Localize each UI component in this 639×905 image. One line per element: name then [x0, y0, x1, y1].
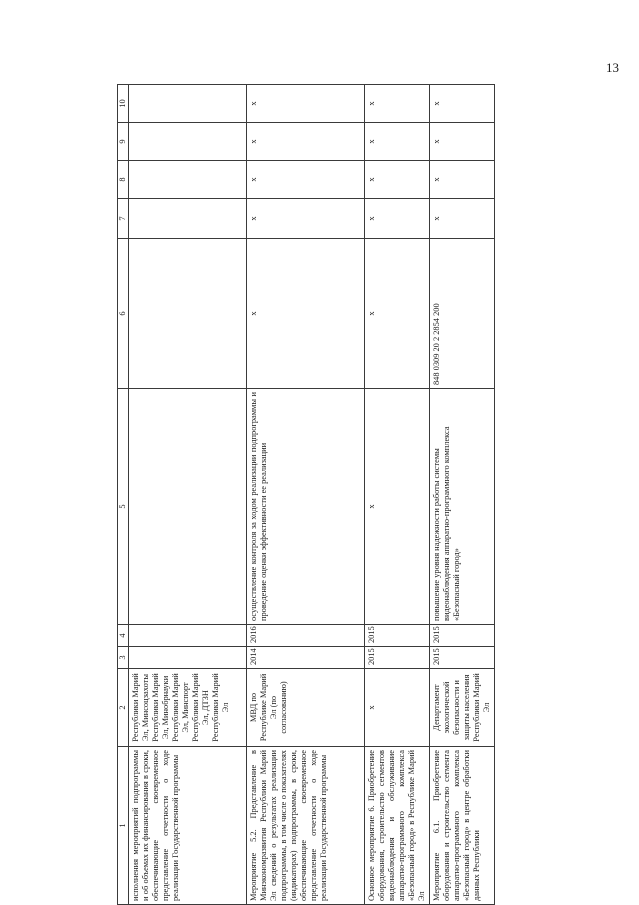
executor-cell: Республики Марий Эл, Минсоцзахоты Республики Марий Эл, Минобрнауки Республики Марий Эл, Минспорт Республики Марий Эл, ДТЗН Республики Марий Эл [129, 669, 247, 747]
col9-cell: х [365, 123, 430, 161]
code-cell: х [247, 239, 365, 389]
code-cell: 848 0309 20 2 2854 200 [430, 239, 495, 389]
page-number: 13 [606, 60, 619, 75]
start-year-cell: 2015 [365, 647, 430, 669]
col7-cell: х [430, 199, 495, 239]
col9-cell: х [430, 123, 495, 161]
header-cell: 4 [118, 625, 129, 647]
end-year-cell: 2016 [247, 625, 365, 647]
col8-cell [129, 161, 247, 199]
activities-table [117, 84, 495, 905]
header-cell: 5 [118, 389, 129, 625]
end-year-cell: 2015 [430, 625, 495, 647]
col10-cell: х [365, 85, 430, 123]
header-cell: 6 [118, 239, 129, 389]
result-cell: х [365, 389, 430, 625]
code-cell [129, 239, 247, 389]
activity-cell: Основное мероприятие 6. Приобретение оборудования, строительство сегментов видеонаблюдения и обслуживание аппаратно-программного комплекса «Безопасный город» в Республике Марий Эл [365, 747, 430, 905]
table-row [247, 85, 365, 905]
col10-cell: х [430, 85, 495, 123]
activity-cell: Мероприятие 5.2. Представление в Минэкономразвития Республики Марий Эл сведений о результатах реализации подпрограммы, в том числе о показателях (индикаторах) подпрограммы, в сроки, обеспечивающие своевременное представление отчетности о ходе реализации Государственной программы [247, 747, 365, 905]
start-year-cell: 2015 [430, 647, 495, 669]
col8-cell: х [247, 161, 365, 199]
col8-cell: х [365, 161, 430, 199]
col9-cell: х [247, 123, 365, 161]
result-cell: осуществление контроля за ходом реализации подпрограммы и проведение оценки эффективности ее реализации [247, 389, 365, 625]
col7-cell [129, 199, 247, 239]
col8-cell: х [430, 161, 495, 199]
table-row [430, 85, 495, 905]
header-cell: 10 [118, 85, 129, 123]
header-cell: 8 [118, 161, 129, 199]
header-cell: 1 [118, 747, 129, 905]
start-year-cell [129, 647, 247, 669]
start-year-cell: 2014 [247, 647, 365, 669]
col9-cell [129, 123, 247, 161]
col7-cell: х [247, 199, 365, 239]
table-row [365, 85, 430, 905]
col10-cell [129, 85, 247, 123]
result-cell [129, 389, 247, 625]
result-cell: повышение уровня надежности работы системы видеонаблюдения аппаратно-программного комплекса «Безопасный город» [430, 389, 495, 625]
table-row [129, 85, 247, 905]
executor-cell: Департамент экологической безопасности и защиты населения Республики Марий Эл [430, 669, 495, 747]
code-cell: х [365, 239, 430, 389]
end-year-cell [129, 625, 247, 647]
executor-cell: х [365, 669, 430, 747]
header-cell: 2 [118, 669, 129, 747]
header-cell: 3 [118, 647, 129, 669]
executor-cell: МВД по Республике Марий Эл (по согласованию) [247, 669, 365, 747]
header-cell: 7 [118, 199, 129, 239]
header-row [118, 85, 129, 905]
rotated-table-sheet [117, 85, 491, 905]
activity-cell: Мероприятие 6.1. Приобретение оборудования и строительство сегмента аппаратно-программного комплекса «Безопасный город» в центре обработки данных Республики [430, 747, 495, 905]
header-cell: 9 [118, 123, 129, 161]
activity-cell: исполнения мероприятий подпрограммы и об объемах их финансирования в сроки, обеспечивающие своевременное представление отчетности о ходе реализации Государственной программы [129, 747, 247, 905]
col7-cell: х [365, 199, 430, 239]
col10-cell: х [247, 85, 365, 123]
end-year-cell: 2015 [365, 625, 430, 647]
